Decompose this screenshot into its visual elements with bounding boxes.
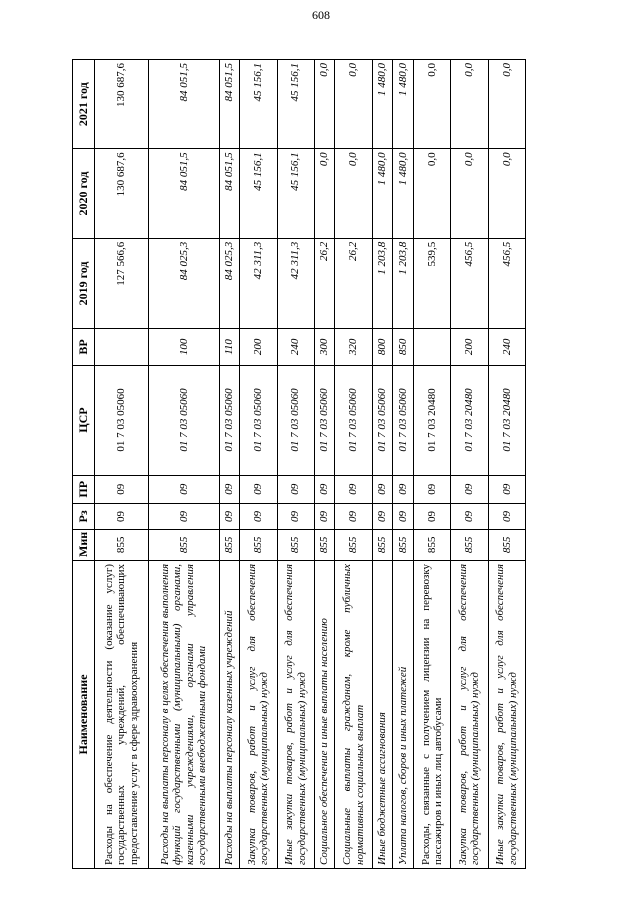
cell-min: 855: [277, 529, 314, 560]
cell-2020: 1 480,0: [372, 149, 393, 238]
cell-vr: 100: [148, 329, 219, 365]
cell-name: Иные закупки товаров, работ и услуг для обеспечения государственных (муниципальных) нужд: [488, 560, 525, 868]
cell-2019: 84 025,3: [219, 238, 240, 329]
cell-min: 855: [240, 529, 277, 560]
cell-pr: 09: [95, 475, 149, 503]
cell-csr: 01 7 03 20480: [414, 365, 451, 475]
cell-min: 855: [393, 529, 414, 560]
col-header-2020: 2020 год: [73, 149, 95, 238]
cell-name: Иные закупки товаров, работ и услуг для обеспечения государственных (муниципальных) нужд: [277, 560, 314, 868]
cell-vr: 200: [240, 329, 277, 365]
cell-csr: 01 7 03 05060: [372, 365, 393, 475]
cell-name: Закупка товаров, работ и услуг для обеспечения государственных (муниципальных) нужд: [240, 560, 277, 868]
cell-min: 855: [451, 529, 488, 560]
cell-2021: 45 156,1: [277, 60, 314, 149]
cell-2020: 1 480,0: [393, 149, 414, 238]
cell-2019: 456,5: [488, 238, 525, 329]
cell-csr: 01 7 03 05060: [95, 365, 149, 475]
cell-vr: 240: [488, 329, 525, 365]
cell-2021: 0,0: [314, 60, 335, 149]
cell-min: 855: [335, 529, 372, 560]
cell-2021: 1 480,0: [393, 60, 414, 149]
cell-2020: 0,0: [335, 149, 372, 238]
cell-csr: 01 7 03 20480: [488, 365, 525, 475]
cell-2020: 0,0: [414, 149, 451, 238]
cell-vr: 240: [277, 329, 314, 365]
table-row: [414, 60, 451, 869]
cell-2020: 84 051,5: [219, 149, 240, 238]
table-row: [277, 60, 314, 869]
cell-2019: 456,5: [451, 238, 488, 329]
cell-min: 855: [148, 529, 219, 560]
cell-pr: 09: [372, 475, 393, 503]
budget-table: [72, 59, 526, 869]
cell-2021: 1 480,0: [372, 60, 393, 149]
cell-min: 855: [414, 529, 451, 560]
table-row: [335, 60, 372, 869]
cell-csr: 01 7 03 05060: [277, 365, 314, 475]
cell-2020: 84 051,5: [148, 149, 219, 238]
table-row: [148, 60, 219, 869]
header-row: [73, 60, 95, 869]
cell-2021: 84 051,5: [148, 60, 219, 149]
cell-rz: 09: [372, 504, 393, 530]
cell-pr: 09: [488, 475, 525, 503]
cell-name: Уплата налогов, сборов и иных платежей: [393, 560, 414, 868]
cell-rz: 09: [219, 504, 240, 530]
cell-2020: 0,0: [451, 149, 488, 238]
cell-rz: 09: [335, 504, 372, 530]
cell-rz: 09: [393, 504, 414, 530]
table-row: [314, 60, 335, 869]
table-row: [488, 60, 525, 869]
table-row: [393, 60, 414, 869]
cell-pr: 09: [240, 475, 277, 503]
cell-2020: 0,0: [314, 149, 335, 238]
cell-2021: 0,0: [451, 60, 488, 149]
cell-min: 855: [314, 529, 335, 560]
cell-csr: 01 7 03 05060: [219, 365, 240, 475]
table-body: [95, 60, 526, 869]
cell-name: Расходы на выплаты персоналу казенных учреждений: [219, 560, 240, 868]
cell-2019: 42 311,3: [277, 238, 314, 329]
cell-vr: 800: [372, 329, 393, 365]
cell-csr: 01 7 03 05060: [314, 365, 335, 475]
cell-name: Расходы на выплаты персоналу в целях обеспечения выполнения функций государственными (муниципальными) органами, казенными учреждениями, органами управления государственными внебюджетными фондами: [148, 560, 219, 868]
cell-csr: 01 7 03 05060: [240, 365, 277, 475]
cell-2020: 45 156,1: [277, 149, 314, 238]
cell-2021: 0,0: [414, 60, 451, 149]
cell-vr: 300: [314, 329, 335, 365]
cell-rz: 09: [414, 504, 451, 530]
cell-name: Закупка товаров, работ и услуг для обеспечения государственных (муниципальных) нужд: [451, 560, 488, 868]
cell-name: Расходы на обеспечение деятельности (оказание услуг) государственных учреждений, обеспечивающих предоставление услуг в сфере здравоохранения: [95, 560, 149, 868]
cell-2020: 130 687,6: [95, 149, 149, 238]
cell-csr: 01 7 03 05060: [393, 365, 414, 475]
cell-rz: 09: [277, 504, 314, 530]
cell-2021: 130 687,6: [95, 60, 149, 149]
cell-vr: 850: [393, 329, 414, 365]
cell-2019: 1 203,8: [372, 238, 393, 329]
cell-2021: 84 051,5: [219, 60, 240, 149]
table-row: [95, 60, 149, 869]
cell-vr: 200: [451, 329, 488, 365]
col-header-2019: 2019 год: [73, 238, 95, 329]
col-header-csr: ЦСР: [73, 365, 95, 475]
table-row: [372, 60, 393, 869]
cell-pr: 09: [451, 475, 488, 503]
page-number: 608: [312, 8, 330, 22]
cell-rz: 09: [451, 504, 488, 530]
cell-csr: 01 7 03 20480: [451, 365, 488, 475]
cell-pr: 09: [148, 475, 219, 503]
cell-rz: 09: [314, 504, 335, 530]
cell-vr: [414, 329, 451, 365]
cell-pr: 09: [335, 475, 372, 503]
cell-2020: 45 156,1: [240, 149, 277, 238]
cell-min: 855: [488, 529, 525, 560]
cell-2019: 26,2: [314, 238, 335, 329]
cell-min: 855: [372, 529, 393, 560]
col-header-pr: ПР: [73, 475, 95, 503]
cell-pr: 09: [414, 475, 451, 503]
cell-2019: 84 025,3: [148, 238, 219, 329]
col-header-name: Наименование: [73, 560, 95, 868]
cell-vr: 320: [335, 329, 372, 365]
cell-2019: 1 203,8: [393, 238, 414, 329]
col-header-vr: ВР: [73, 329, 95, 365]
rotated-table-container: [72, 59, 526, 869]
cell-2019: 26,2: [335, 238, 372, 329]
cell-csr: 01 7 03 05060: [148, 365, 219, 475]
cell-rz: 09: [488, 504, 525, 530]
cell-pr: 09: [219, 475, 240, 503]
col-header-rz: Рз: [73, 504, 95, 530]
cell-rz: 09: [240, 504, 277, 530]
col-header-2021: 2021 год: [73, 60, 95, 149]
cell-csr: 01 7 03 05060: [335, 365, 372, 475]
cell-2021: 0,0: [335, 60, 372, 149]
table-row: [219, 60, 240, 869]
cell-2019: 539,5: [414, 238, 451, 329]
table-row: [240, 60, 277, 869]
cell-pr: 09: [277, 475, 314, 503]
cell-rz: 09: [95, 504, 149, 530]
cell-2021: 45 156,1: [240, 60, 277, 149]
cell-vr: [95, 329, 149, 365]
cell-pr: 09: [314, 475, 335, 503]
cell-pr: 09: [393, 475, 414, 503]
table-row: [451, 60, 488, 869]
cell-name: Социальное обеспечение и иные выплаты населению: [314, 560, 335, 868]
cell-vr: 110: [219, 329, 240, 365]
cell-2021: 0,0: [488, 60, 525, 149]
cell-2019: 127 566,6: [95, 238, 149, 329]
cell-min: 855: [219, 529, 240, 560]
cell-2019: 42 311,3: [240, 238, 277, 329]
col-header-min: Мин: [73, 529, 95, 560]
cell-name: Социальные выплаты гражданам, кроме публичных нормативных социальных выплат: [335, 560, 372, 868]
cell-rz: 09: [148, 504, 219, 530]
cell-min: 855: [95, 529, 149, 560]
cell-name: Расходы, связанные с получением лицензии на перевозку пассажиров и иных лиц автобусами: [414, 560, 451, 868]
cell-2020: 0,0: [488, 149, 525, 238]
cell-name: Иные бюджетные ассигнования: [372, 560, 393, 868]
